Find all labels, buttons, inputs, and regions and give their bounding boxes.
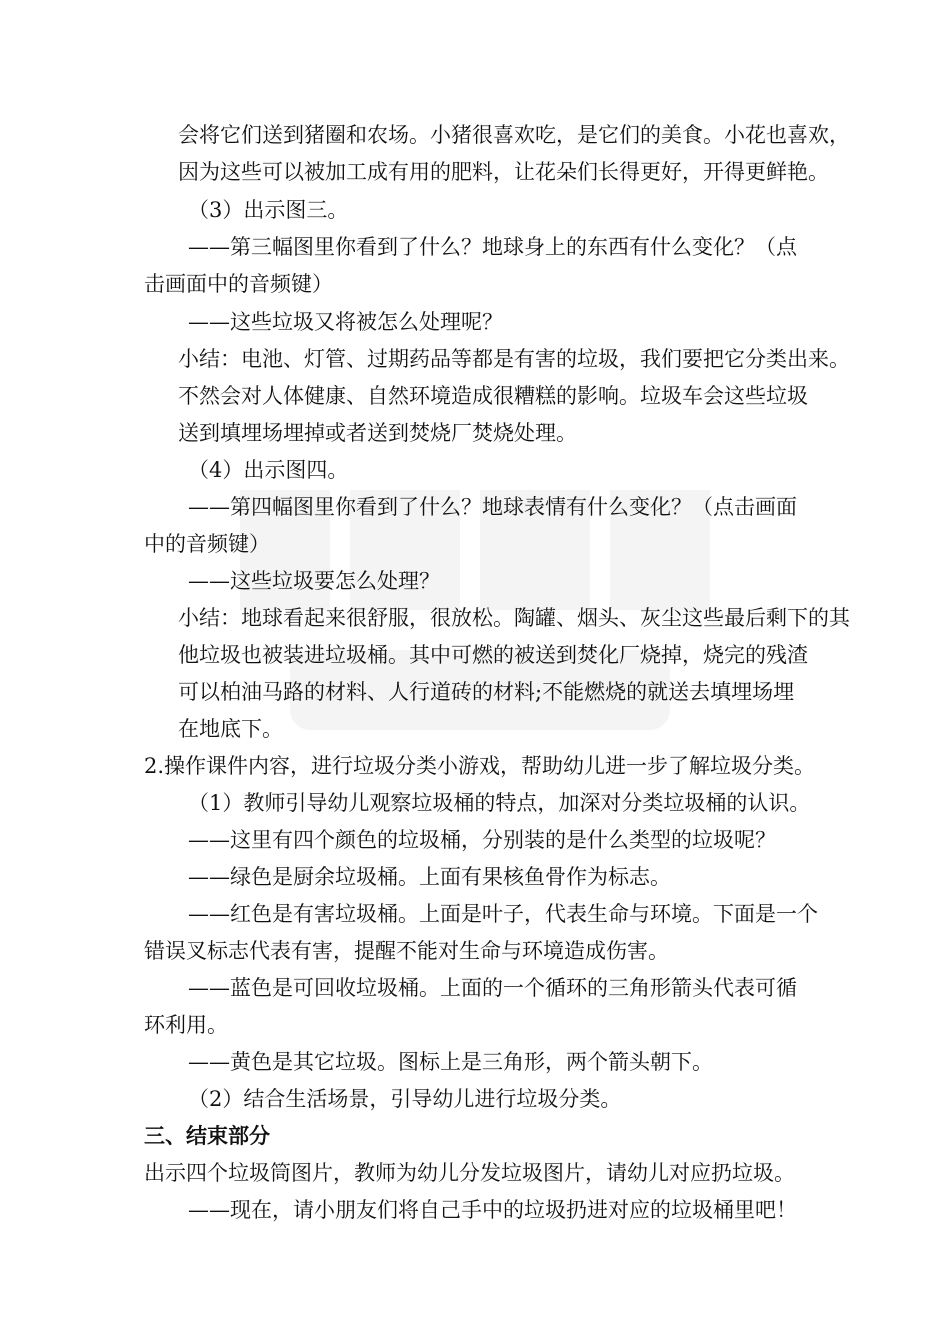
paragraph-line: ——这里有四个颜色的垃圾桶，分别装的是什么类型的垃圾呢？	[188, 828, 776, 852]
section-heading: 三、结束部分	[144, 1124, 270, 1148]
paragraph-line: 击画面中的音频键）	[144, 272, 333, 296]
paragraph-line: （2）结合生活场景，引导幼儿进行垃圾分类。	[188, 1087, 622, 1111]
paragraph-line: 会将它们送到猪圈和农场。小猪很喜欢吃，是它们的美食。小花也喜欢，	[178, 123, 850, 147]
paragraph-line: 送到填埋场埋掉或者送到焚烧厂焚烧处理。	[178, 421, 577, 445]
paragraph-line: ——黄色是其它垃圾。图标上是三角形，两个箭头朝下。	[188, 1050, 713, 1074]
paragraph-line: 环利用。	[144, 1013, 228, 1037]
paragraph-line: ——这些垃圾要怎么处理？	[188, 569, 440, 593]
paragraph-line: 不然会对人体健康、自然环境造成很糟糕的影响。垃圾车会这些垃圾	[178, 384, 808, 408]
paragraph-line: 2.操作课件内容，进行垃圾分类小游戏，帮助幼儿进一步了解垃圾分类。	[144, 754, 816, 778]
paragraph-line: 可以柏油马路的材料、人行道砖的材料;不能燃烧的就送去填埋场埋	[178, 680, 795, 704]
paragraph-line: ——这些垃圾又将被怎么处理呢？	[188, 310, 503, 334]
paragraph-line: ——红色是有害垃圾桶。上面是叶子，代表生命与环境。下面是一个	[188, 902, 818, 926]
paragraph-line: 因为这些可以被加工成有用的肥料，让花朵们长得更好，开得更鲜艳。	[178, 160, 829, 184]
paragraph-line: （3）出示图三。	[188, 198, 349, 222]
paragraph-line: ——绿色是厨余垃圾桶。上面有果核鱼骨作为标志。	[188, 865, 671, 889]
paragraph-line: 他垃圾也被装进垃圾桶。其中可燃的被送到焚化厂烧掉，烧完的残渣	[178, 643, 808, 667]
paragraph-line: 小结：电池、灯管、过期药品等都是有害的垃圾，我们要把它分类出来。	[178, 347, 850, 371]
paragraph-line: 中的音频键）	[144, 532, 270, 556]
paragraph-line: ——现在，请小朋友们将自己手中的垃圾扔进对应的垃圾桶里吧！	[188, 1198, 797, 1222]
paragraph-line: 小结：地球看起来很舒服，很放松。陶罐、烟头、灰尘这些最后剩下的其	[178, 606, 850, 630]
paragraph-line: （4）出示图四。	[188, 458, 349, 482]
paragraph-line: ——第三幅图里你看到了什么？地球身上的东西有什么变化？（点	[188, 235, 797, 259]
paragraph-line: 出示四个垃圾筒图片，教师为幼儿分发垃圾图片，请幼儿对应扔垃圾。	[144, 1161, 795, 1185]
paragraph-line: （1）教师引导幼儿观察垃圾桶的特点，加深对分类垃圾桶的认识。	[188, 791, 811, 815]
paragraph-line: ——第四幅图里你看到了什么？地球表情有什么变化？（点击画面	[188, 495, 797, 519]
paragraph-line: 错误叉标志代表有害，提醒不能对生命与环境造成伤害。	[144, 939, 669, 963]
paragraph-line: ——蓝色是可回收垃圾桶。上面的一个循环的三角形箭头代表可循	[188, 976, 797, 1000]
paragraph-line: 在地底下。	[178, 717, 283, 741]
